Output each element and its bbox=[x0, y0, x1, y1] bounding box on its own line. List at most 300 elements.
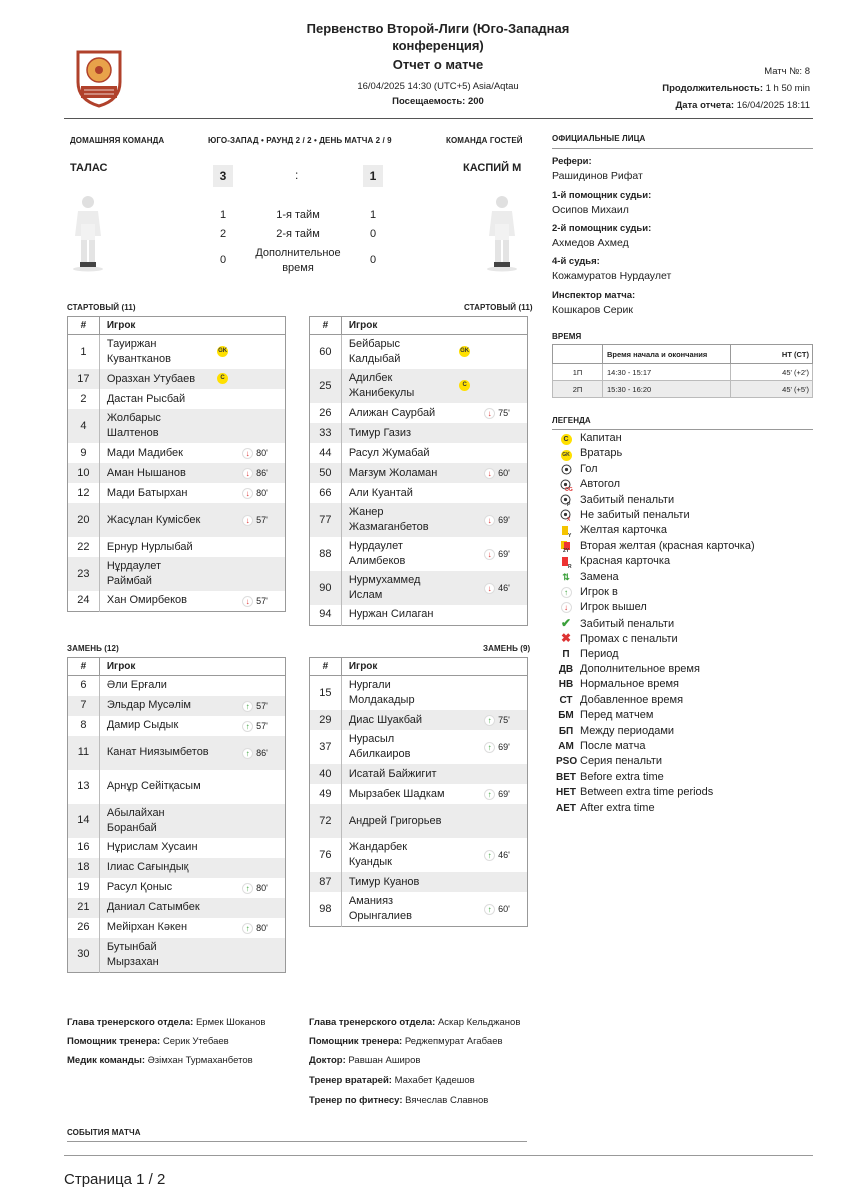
legend-item bbox=[556, 693, 683, 708]
player-name: Нуржан Силаган bbox=[348, 608, 434, 621]
home-subs-rows bbox=[68, 676, 286, 973]
player-number: 7 bbox=[68, 696, 100, 716]
substitution-minute: 80' bbox=[256, 882, 268, 893]
league-logo bbox=[72, 48, 126, 108]
player-out-icon: ↓ bbox=[484, 515, 495, 526]
staff-role: Помощник тренера: bbox=[67, 1036, 161, 1047]
legend-abbreviation: СТ bbox=[559, 694, 573, 706]
legend-item bbox=[556, 600, 647, 615]
legend-text: Капитан bbox=[580, 432, 622, 444]
player-events bbox=[209, 557, 285, 591]
substitution-event bbox=[484, 513, 510, 528]
staff-role: Глава тренерского отдела: bbox=[67, 1017, 194, 1028]
player-out-icon: ↓ bbox=[242, 488, 253, 499]
legend-item bbox=[556, 585, 618, 600]
page-number: Страница 1 / 2 bbox=[64, 1171, 166, 1188]
away-staff-item bbox=[309, 1095, 488, 1106]
player-name: Мади Батырхан bbox=[106, 486, 188, 499]
report-title: Первенство Второй-Лиги (Юго-Западная конференция) bbox=[306, 21, 570, 53]
legend-text: Перед матчем bbox=[580, 709, 654, 722]
staff-name: Равшан Аширов bbox=[348, 1055, 421, 1066]
legend-item bbox=[556, 754, 662, 769]
player-number: 19 bbox=[68, 878, 100, 898]
player-row bbox=[68, 409, 286, 443]
goal-icon bbox=[556, 462, 576, 477]
captain-icon bbox=[556, 431, 576, 446]
substitution-minute: 46' bbox=[498, 583, 510, 593]
substitution-minute: 69' bbox=[498, 515, 510, 525]
player-out-icon: ↓ bbox=[484, 549, 495, 560]
staff-name: Серик Утебаев bbox=[162, 1036, 229, 1047]
away-score: 1 bbox=[363, 165, 383, 187]
player-number: 6 bbox=[68, 676, 100, 696]
legend-item bbox=[556, 493, 674, 508]
player-number: 60 bbox=[310, 335, 342, 370]
player-name: Арнұр Сейітқасым bbox=[106, 780, 201, 792]
col-player: Игрок bbox=[341, 317, 527, 335]
player-out-icon: ↓ bbox=[242, 468, 253, 479]
player-number: 21 bbox=[68, 898, 100, 918]
staff-role: Доктор: bbox=[309, 1055, 346, 1066]
player-name: Мейірхан Кәкен bbox=[106, 921, 188, 933]
report-date: 16/04/2025 18:11 bbox=[736, 100, 810, 111]
staff-name: Вячеслав Славнов bbox=[405, 1095, 489, 1106]
player-number: 24 bbox=[68, 591, 100, 611]
player-events bbox=[451, 872, 527, 892]
player-number: 29 bbox=[310, 710, 342, 730]
player-row bbox=[68, 696, 286, 716]
legend-text: После матча bbox=[580, 740, 646, 752]
player-events bbox=[209, 770, 285, 804]
substitution-event bbox=[484, 713, 510, 728]
player-name: Нурдаулет Алимбеков bbox=[348, 540, 406, 567]
player-events bbox=[451, 892, 527, 927]
goalkeeper-icon bbox=[556, 446, 576, 461]
player-out-icon: ↓ bbox=[484, 468, 495, 479]
player-name: Нұрислам Хусаин bbox=[106, 841, 198, 853]
player-events bbox=[451, 605, 527, 625]
away-staff-item bbox=[309, 1075, 475, 1086]
staff-name: Ермек Шоканов bbox=[195, 1017, 266, 1028]
player-events bbox=[209, 389, 285, 409]
player-in-icon: ↑ bbox=[242, 923, 253, 934]
player-events bbox=[209, 804, 285, 838]
legend-text: Желтая карточка bbox=[580, 524, 667, 537]
attendance bbox=[290, 96, 586, 107]
legend-text: Вторая желтая (красная карточка) bbox=[580, 539, 755, 552]
col-player: Игрок bbox=[99, 658, 285, 676]
legend-abbreviation: АМ bbox=[558, 741, 574, 752]
player-name: Жолбарыс Шалтенов bbox=[99, 409, 209, 443]
player-number: 30 bbox=[68, 938, 100, 973]
svg-text:2Y: 2Y bbox=[563, 548, 570, 555]
player-row bbox=[68, 878, 286, 898]
substitution-minute: 57' bbox=[256, 700, 268, 711]
home-staff-item bbox=[67, 1055, 253, 1066]
player-events bbox=[451, 403, 527, 423]
match-events-heading: СОБЫТИЯ МАТЧА bbox=[67, 1128, 141, 1137]
player-row bbox=[68, 443, 286, 463]
legend-text: Between extra time periods bbox=[580, 786, 714, 799]
player-row bbox=[68, 483, 286, 503]
yellow-card-icon bbox=[556, 523, 576, 538]
legend-text: Нормальное время bbox=[580, 678, 679, 691]
away-staff-item bbox=[309, 1055, 420, 1066]
player-row bbox=[68, 591, 286, 611]
home-starting-heading: СТАРТОВЫЙ (11) bbox=[67, 303, 136, 312]
player-row bbox=[310, 730, 528, 764]
player-number: 22 bbox=[68, 537, 100, 557]
player-in-icon: ↑ bbox=[242, 748, 253, 759]
legend-text: Серия пенальти bbox=[580, 755, 663, 768]
player-events bbox=[451, 503, 527, 537]
time-cell: 15:30 - 16:20 bbox=[603, 381, 731, 398]
player-row bbox=[310, 403, 528, 423]
player-name: Мади Мадибек bbox=[106, 446, 183, 459]
penalty-scored-icon bbox=[556, 493, 576, 508]
substitution-event bbox=[484, 406, 510, 421]
col-player: Игрок bbox=[99, 317, 285, 335]
substitution-event bbox=[242, 699, 268, 714]
match-inspector-name: Кошкаров Серик bbox=[552, 304, 633, 316]
player-events bbox=[451, 369, 527, 403]
officials-divider bbox=[552, 148, 813, 149]
ht-cell: 45' (+2') bbox=[731, 364, 813, 381]
legend-text: Красная карточка bbox=[580, 555, 671, 568]
staff-role: Тренер по фитнесу: bbox=[309, 1095, 403, 1106]
period-away-score: 0 bbox=[369, 254, 377, 266]
player-row bbox=[310, 483, 528, 503]
legend-text: Забитый пенальти bbox=[580, 617, 675, 630]
player-row bbox=[310, 571, 528, 605]
period-away-score: 1 bbox=[369, 209, 377, 221]
player-row bbox=[68, 537, 286, 557]
substitution-minute: 80' bbox=[256, 448, 268, 458]
legend-item bbox=[556, 724, 674, 739]
player-number: 18 bbox=[68, 858, 100, 878]
player-name: Алижан Саурбай bbox=[348, 406, 436, 419]
shootout-scored-icon: ✔ bbox=[560, 615, 572, 630]
substitution-minute: 69' bbox=[498, 789, 510, 799]
player-row bbox=[68, 918, 286, 938]
player-name: Ернур Нурлыбай bbox=[106, 540, 193, 553]
period-home-score: 0 bbox=[219, 254, 227, 266]
legend-text: Забитый пенальти bbox=[580, 493, 675, 506]
player-number: 20 bbox=[68, 503, 100, 537]
player-row bbox=[68, 838, 286, 858]
legend-abbreviation: БМ bbox=[558, 710, 574, 722]
player-name: Бейбарыс Калдыбай bbox=[348, 338, 401, 365]
player-name: Мырзабек Шадкам bbox=[348, 787, 445, 800]
player-events bbox=[209, 443, 285, 463]
substitution-minute: 69' bbox=[498, 742, 510, 752]
svg-text:Y: Y bbox=[568, 532, 572, 539]
staff-name: Махабет Қадешов bbox=[394, 1075, 475, 1086]
substitution-event bbox=[484, 547, 510, 562]
legend-text: Дополнительное время bbox=[580, 663, 700, 675]
player-events bbox=[451, 676, 527, 711]
player-in-icon: ↑ bbox=[484, 789, 495, 800]
report-subtitle: Отчет о матче bbox=[392, 57, 484, 72]
player-name: Эльдар Мусәлім bbox=[99, 696, 209, 716]
assistant1-label: 1-й помощник судьи: bbox=[552, 190, 652, 201]
player-events bbox=[451, 784, 527, 804]
staff-name: Реджепмурат Агабаев bbox=[404, 1036, 503, 1047]
substitution-event bbox=[484, 740, 510, 755]
col-number: # bbox=[68, 317, 100, 335]
assistant2-name: Ахмедов Ахмед bbox=[552, 237, 629, 249]
legend-text: Не забитый пенальти bbox=[580, 509, 690, 521]
player-name: Жанер Жазмаганбетов bbox=[341, 503, 451, 537]
own-goal-icon bbox=[556, 477, 576, 492]
substitution-minute: 80' bbox=[256, 488, 268, 498]
player-name: Андрей Григорьев bbox=[341, 804, 451, 838]
away-staff-item bbox=[309, 1036, 503, 1047]
player-events bbox=[451, 443, 527, 463]
legend-item bbox=[556, 431, 622, 446]
substitution-event bbox=[484, 902, 510, 917]
player-number: 72 bbox=[310, 804, 342, 838]
player-number: 11 bbox=[68, 736, 100, 770]
player-number: 40 bbox=[310, 764, 342, 784]
captain-icon: C bbox=[217, 373, 228, 384]
legend-divider bbox=[552, 429, 813, 430]
player-out-icon: ↓ bbox=[556, 600, 576, 615]
staff-role: Медик команды: bbox=[67, 1055, 145, 1066]
player-name: Нурмухаммед Ислам bbox=[341, 571, 451, 605]
legend-item bbox=[556, 677, 679, 692]
legend-abbreviation: BET bbox=[556, 771, 576, 783]
attendance-value: 200 bbox=[467, 96, 484, 107]
legend-text: Гол bbox=[580, 462, 598, 475]
player-row bbox=[68, 716, 286, 736]
player-events bbox=[209, 898, 285, 918]
player-out-icon: ↓ bbox=[242, 515, 253, 526]
player-name: Оразхан Утубаев bbox=[99, 369, 209, 389]
player-number: 94 bbox=[310, 605, 342, 625]
period-cell: 2П bbox=[553, 381, 603, 398]
col-number: # bbox=[310, 658, 342, 676]
player-number: 98 bbox=[310, 892, 342, 927]
match-meta bbox=[662, 63, 810, 114]
duration-value: 1 h 50 min bbox=[765, 83, 810, 94]
substitution-event bbox=[242, 719, 268, 734]
player-number: 16 bbox=[68, 838, 100, 858]
substitution-event bbox=[484, 787, 510, 802]
player-events bbox=[209, 858, 285, 878]
player-number: 10 bbox=[68, 463, 100, 483]
officials-heading: ОФИЦИАЛЬНЫЕ ЛИЦА bbox=[552, 134, 646, 143]
time-row bbox=[553, 381, 813, 398]
fourth-official-label: 4-й судья: bbox=[552, 256, 600, 267]
home-team-heading: ДОМАШНЯЯ КОМАНДА bbox=[70, 136, 165, 145]
player-number: 26 bbox=[68, 918, 100, 938]
home-starting-table bbox=[67, 316, 286, 612]
substitution-event bbox=[242, 513, 268, 528]
player-row bbox=[310, 369, 528, 403]
player-events bbox=[209, 537, 285, 557]
period-cell: 1П bbox=[553, 364, 603, 381]
legend-item bbox=[556, 801, 655, 816]
player-number: 33 bbox=[310, 423, 342, 443]
substitution-minute: 60' bbox=[498, 904, 510, 914]
legend-text: Before extra time bbox=[580, 770, 664, 783]
home-staff-item bbox=[67, 1036, 229, 1047]
col-time: Время начала и окончания bbox=[603, 345, 731, 364]
player-events bbox=[209, 878, 285, 898]
player-name: Мағзум Жоламан bbox=[341, 463, 451, 483]
report-date-label: Дата отчета: bbox=[675, 100, 735, 111]
home-kit-icon bbox=[70, 194, 106, 270]
player-name: Али Куантай bbox=[348, 486, 413, 499]
home-staff-item bbox=[67, 1017, 265, 1028]
legend-item bbox=[556, 739, 645, 754]
player-in-icon: ↑ bbox=[242, 721, 253, 732]
player-number: 44 bbox=[310, 443, 342, 463]
player-row bbox=[310, 838, 528, 872]
legend-item bbox=[556, 523, 667, 538]
player-number: 37 bbox=[310, 730, 342, 764]
player-events bbox=[451, 335, 527, 370]
legend-item bbox=[556, 708, 653, 723]
player-events bbox=[451, 463, 527, 483]
legend-abbreviation: П bbox=[562, 648, 570, 660]
period-label: 2-я тайм bbox=[276, 228, 320, 240]
assistant1-name: Осипов Михаил bbox=[552, 204, 629, 216]
score-separator: : bbox=[295, 168, 299, 182]
player-out-icon: ↓ bbox=[484, 583, 495, 594]
legend-item bbox=[556, 539, 755, 554]
player-in-icon: ↑ bbox=[242, 883, 253, 894]
player-in-icon: ↑ bbox=[484, 904, 495, 915]
home-starting-rows bbox=[68, 335, 286, 612]
substitution-minute: 57' bbox=[256, 720, 268, 731]
legend-text: Автогол bbox=[580, 478, 621, 491]
staff-role: Глава тренерского отдела: bbox=[309, 1017, 436, 1028]
col-player: Игрок bbox=[341, 658, 527, 676]
player-events bbox=[451, 764, 527, 784]
player-number: 1 bbox=[68, 335, 100, 370]
goalkeeper-symbol: GK bbox=[561, 450, 572, 461]
player-events bbox=[209, 369, 285, 389]
player-number: 13 bbox=[68, 770, 100, 804]
player-events bbox=[209, 591, 285, 611]
away-subs-rows bbox=[310, 676, 528, 927]
player-events bbox=[209, 409, 285, 443]
away-staff-item bbox=[309, 1017, 520, 1028]
player-row bbox=[310, 676, 528, 711]
player-name: Аманияз Орынгалиев bbox=[348, 895, 412, 922]
time-table bbox=[552, 344, 813, 398]
legend-text: Период bbox=[580, 647, 619, 660]
substitution-minute: 75' bbox=[498, 715, 510, 725]
player-row bbox=[310, 605, 528, 625]
period-label: 1-я тайм bbox=[276, 209, 320, 221]
player-row bbox=[68, 938, 286, 973]
substitution-minute: 75' bbox=[498, 408, 510, 418]
player-row bbox=[310, 503, 528, 537]
staff-role: Помощник тренера: bbox=[309, 1036, 403, 1047]
player-number: 14 bbox=[68, 804, 100, 838]
staff-role: Тренер вратарей: bbox=[309, 1075, 392, 1086]
staff-name: Әзімхан Турмаханбетов bbox=[147, 1055, 253, 1066]
player-events bbox=[451, 804, 527, 838]
home-team-name: ТАЛАС bbox=[70, 162, 108, 174]
legend-abbreviation: ДВ bbox=[558, 664, 574, 675]
substitution-minute: 80' bbox=[256, 922, 268, 933]
legend-item bbox=[556, 647, 619, 662]
substitution-event bbox=[484, 581, 510, 596]
player-name: Нұрдаулет Раймбай bbox=[99, 557, 209, 591]
svg-text:P: P bbox=[567, 501, 571, 508]
substitution-icon: ⇅ bbox=[562, 571, 570, 582]
substitution-minute: 60' bbox=[498, 468, 510, 478]
period-label: Дополнительное время bbox=[255, 247, 341, 274]
player-row bbox=[310, 443, 528, 463]
legend-item bbox=[556, 662, 700, 677]
player-name: Тауиржан Кувантканов bbox=[106, 338, 171, 365]
legend-text: Вратарь bbox=[580, 447, 623, 460]
goalkeeper-icon: GK bbox=[459, 346, 470, 357]
substitution-minute: 57' bbox=[256, 595, 268, 606]
goalkeeper-icon: GK bbox=[217, 346, 228, 357]
player-row bbox=[68, 503, 286, 537]
substitution-event bbox=[242, 746, 268, 761]
away-starting-rows bbox=[310, 335, 528, 626]
substitution-event bbox=[242, 486, 268, 501]
player-row bbox=[310, 463, 528, 483]
player-name: Адилбек Жанибекулы bbox=[341, 369, 451, 403]
header-divider bbox=[64, 118, 813, 119]
substitution-event bbox=[484, 848, 510, 863]
player-number: 26 bbox=[310, 403, 342, 423]
player-name: Абылайхан Боранбай bbox=[99, 804, 209, 838]
player-name: Дастан Рысбай bbox=[106, 392, 186, 405]
player-events bbox=[451, 710, 527, 730]
period-home-score: 1 bbox=[219, 209, 227, 221]
player-events bbox=[209, 736, 285, 770]
player-row bbox=[68, 463, 286, 483]
player-number: 17 bbox=[68, 369, 100, 389]
home-subs-table bbox=[67, 657, 286, 973]
legend-abbreviation: НВ bbox=[558, 679, 574, 691]
player-row bbox=[68, 898, 286, 918]
substitution-event bbox=[242, 594, 268, 609]
player-events bbox=[209, 483, 285, 503]
player-name: Бутынбай Мырзахан bbox=[99, 938, 209, 973]
player-events bbox=[209, 918, 285, 938]
player-name: Тимур Куанов bbox=[341, 872, 451, 892]
player-out-icon: ↓ bbox=[242, 448, 253, 459]
player-events bbox=[209, 938, 285, 973]
footer-divider bbox=[64, 1155, 813, 1156]
player-out-icon: ↓ bbox=[242, 596, 253, 607]
legend-item bbox=[556, 477, 620, 492]
player-name: Канат Ниязымбетов bbox=[99, 736, 209, 770]
away-starting-table bbox=[309, 316, 528, 626]
player-number: 87 bbox=[310, 872, 342, 892]
legend-item bbox=[556, 570, 619, 585]
legend-item bbox=[556, 631, 678, 646]
player-name: Тимур Газиз bbox=[341, 423, 451, 443]
referee-name: Рашидинов Рифат bbox=[552, 170, 643, 182]
player-events bbox=[209, 463, 285, 483]
player-events bbox=[451, 483, 527, 503]
player-in-icon: ↑ bbox=[484, 850, 495, 861]
events-divider bbox=[67, 1141, 527, 1142]
player-row bbox=[68, 389, 286, 409]
legend-item bbox=[556, 508, 690, 523]
